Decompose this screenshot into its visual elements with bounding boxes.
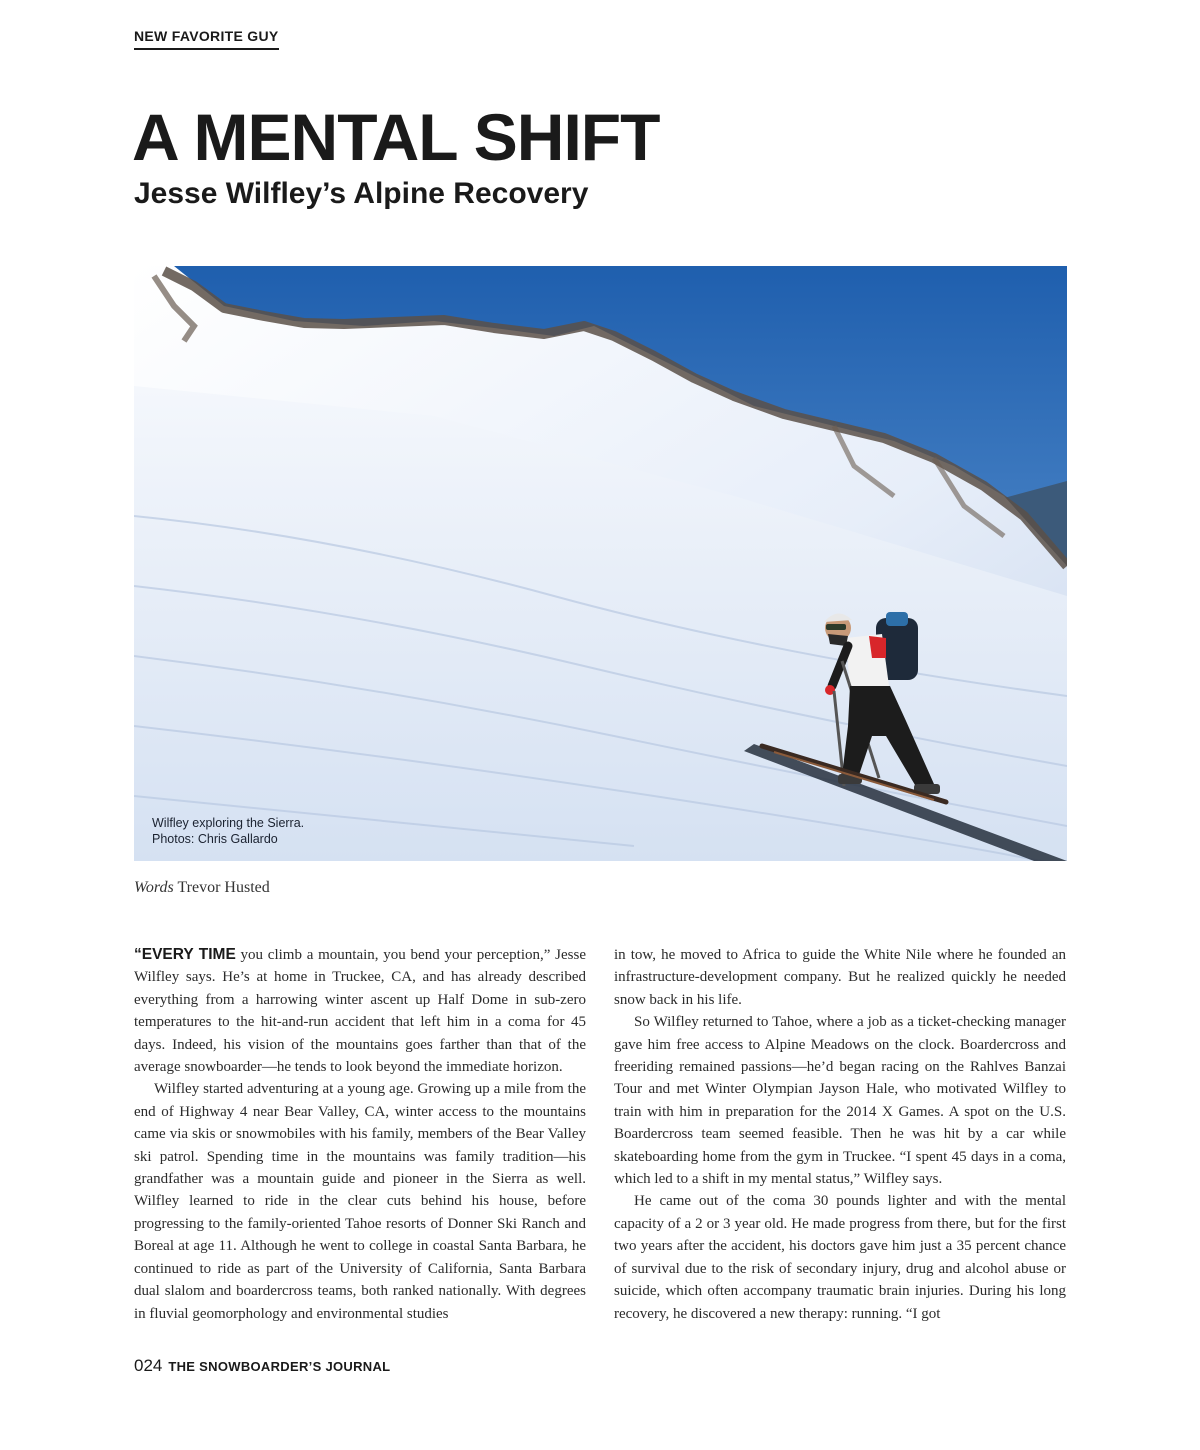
paragraph-text: you climb a mountain, you bend your perception,” Jesse Wilfley says. He’s at home in Truckee, CA, and has already described everything from a harrowing winter ascent up Half Dome in sub-zero temperatures to the hit-and-run accident that left him in a coma for 45 days. Indeed, his vision of the mountains goes farther than that of the average snowboarder—he tends to look beyond the immediate horizon. [134,947,586,1076]
article-column-right [614,944,1066,1325]
page-footer [134,1356,390,1376]
byline [134,879,270,897]
article-paragraph: in tow, he moved to Africa to guide the White Nile where he founded an infrastructure-development company. But he realized quickly he needed snow back in his life. [614,947,1066,1008]
photo-credit: Photos: Chris Gallardo [152,832,278,846]
article-paragraph: So Wilfley returned to Tahoe, where a job as a ticket-checking manager gave him free access to Alpine Meadows on the clock. Boardercross and freeriding remained passions—he’d began racing on the Rahlves Banzai Tour and met Winter Olympian Jayson Hale, who motivated Wilfley to train with him in preparation for the 2014 X Games. A spot on the U.S. Boardercross team seemed feasible. Then he was hit by a car while skateboarding home from the gym in Truckee. “I spent 45 days in a coma, which led to a shift in my mental status,” Wilfley says. [614,1014,1066,1188]
byline-author: Trevor Husted [177,879,270,896]
headline: A MENTAL SHIFT [132,100,660,174]
subheadline: Jesse Wilfley’s Alpine Recovery [134,177,589,210]
article-paragraph: Wilfley started adventuring at a young age. Growing up a mile from the end of Highway 4 near Bear Valley, CA, winter access to the mountains came via skis or snowmobiles with his family, members of the Bear Valley ski patrol. Spending time in the mountains was family tradition—his grandfather was a mountain guide and pioneer in the Sierra as well. Wilfley learned to ride in the clear cuts behind his house, before progressing to the family-oriented Tahoe resorts of Donner Ski Ranch and Boreal at age 11. Although he went to college in coastal Santa Barbara, he continued to ride as part of the University of California, Santa Barbara dual slalom and boardercross teams, both ranked nationally. With degrees in fluvial geomorphology and environmental studies [134,1081,586,1322]
page-number: 024 [134,1356,163,1375]
article-column-left [134,944,586,1325]
mountain-snowboarder-illustration [134,266,1067,861]
article-paragraph [134,944,586,1078]
hero-photo [134,266,1067,861]
byline-label: Words [134,879,174,896]
section-label: NEW FAVORITE GUY [134,28,279,50]
photo-caption [152,815,304,847]
lead-in: “EVERY TIME [134,946,236,963]
article-paragraph: He came out of the coma 30 pounds lighter and with the mental capacity of a 2 or 3 year old. He made progress from there, but for the first two years after the accident, his doctors gave him just a 35 percent chance of survival due to the risk of secondary injury, drug and alcohol abuse or suicide, which often accompany traumatic brain injuries. During his long recovery, he discovered a new therapy: running. “I got [614,1193,1066,1322]
caption-line: Wilfley exploring the Sierra. [152,816,305,830]
publication-name: THE SNOWBOARDER’S JOURNAL [168,1359,391,1374]
